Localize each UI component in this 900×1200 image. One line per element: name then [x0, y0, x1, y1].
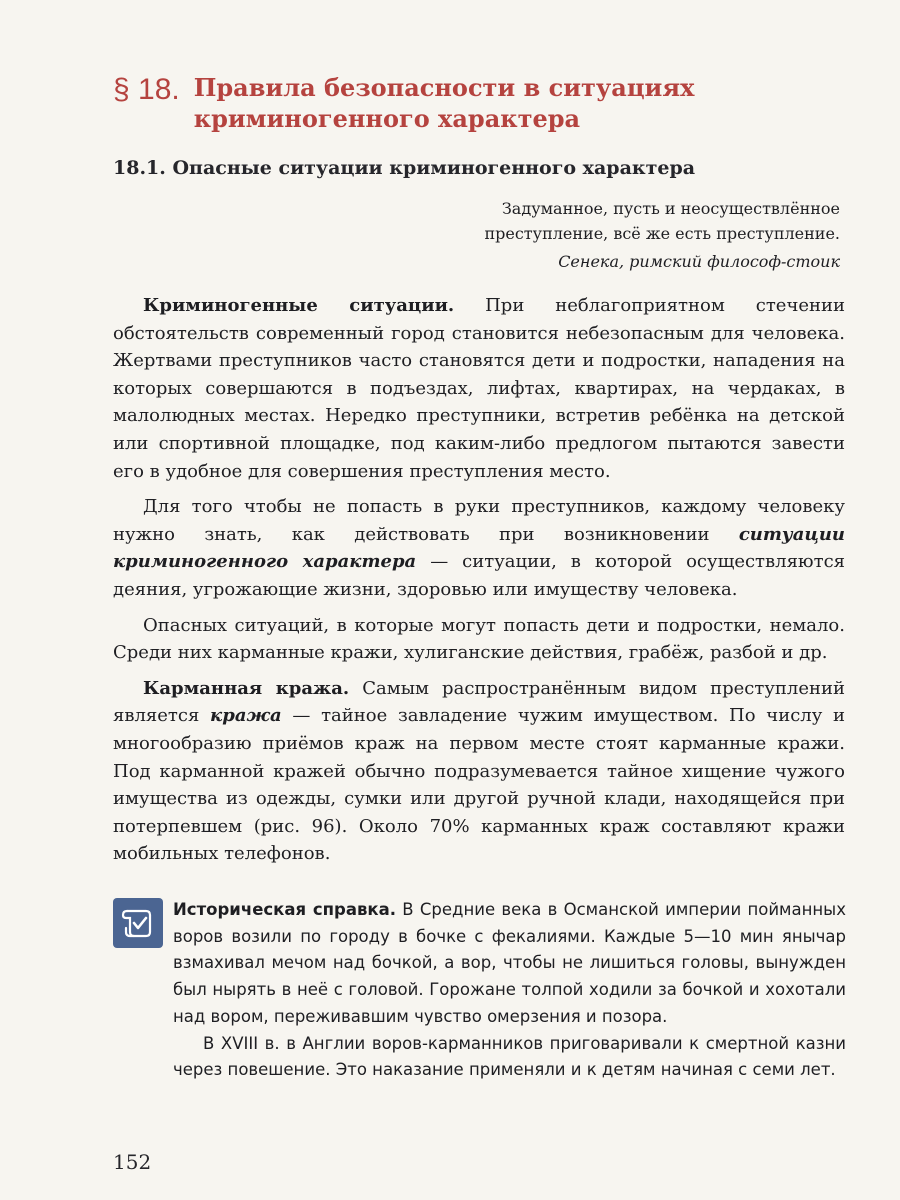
history-text: В Средние века в Османской империи пойманных воров возили по городу в бочке с фекалиями. Каждые 5—10 мин янычар взмахивал мечом над бочкой, а вор, чтобы не лишиться головы, вынужден был нырять в неё с головой. Горожане толпой ходили за бочкой и хохотали над вором, переживавшим чувство омерзения и позора. — [173, 900, 846, 1026]
term: Карманная кража. — [143, 677, 350, 699]
history-term: Историческая справка. — [173, 900, 397, 919]
paragraph — [113, 493, 845, 603]
paragraph — [113, 675, 845, 868]
term: ситуации криминогенного характера — [113, 523, 845, 573]
paragraph-text: Опасных ситуаций, в которые могут попасть дети и подростки, немало. Среди них карманные кражи, хулиганские действия, грабёж, разбой и др. — [113, 614, 845, 664]
history-paragraph — [173, 897, 846, 1031]
term: кража — [210, 705, 282, 727]
paragraph-text: — тайное завладение чужим имуществом. По числу и многообразию приёмов краж на первом месте стоят карманные кражи. Под карманной кражей обычно подразумевается тайное хищение чужого имущества из одежды, сумки или другой ручной клади, находящейся при потерпевшем (рис. 96). Около 70% карманных краж составляют кражи мобильных телефонов. — [113, 705, 845, 865]
historical-note — [173, 897, 846, 1084]
scroll-icon — [113, 898, 163, 948]
chapter-number: § 18. — [113, 73, 180, 106]
main-text — [113, 292, 845, 868]
chapter-heading — [113, 72, 833, 134]
history-paragraph: В XVIII в. в Англии воров-карманников приговаривали к смертной казни через повешение. Это наказание применяли и к детям начиная с семи лет. — [173, 1033, 846, 1080]
paragraph — [113, 292, 845, 485]
chapter-title: Правила безопасности в ситуациях криминогенного характера — [193, 73, 695, 133]
paragraph-text: При неблагоприятном стечении обстоятельств современный город становится небезопасным для человека. Жертвами преступников часто становятся дети и подростки, нападения на которых совершаются в подъездах, лифтах, квартирах, на чердаках, в малолюдных местах. Нередко преступники, встретив ребёнка на детской или спортивной площадке, под каким-либо предлогом пытаются завести его в удобное для совершения преступления место. — [113, 295, 845, 482]
paragraph-text: Самым распространённым видом преступлений является — [113, 677, 845, 727]
page-number: 152 — [113, 1150, 152, 1174]
epigraph-author: Сенека, римский философ-стоик — [558, 252, 840, 271]
term: Криминогенные ситуации. — [143, 295, 455, 316]
section-title: 18.1. Опасные ситуации криминогенного характера — [113, 157, 696, 179]
paragraph-text: — ситуации, в которой осуществляются деяния, угрожающие жизни, здоровью или имуществу человека. — [113, 551, 845, 600]
epigraph-quote: Задуманное, пусть и неосуществлённое преступление, всё же есть преступление. — [484, 199, 840, 243]
paragraph-text: Для того чтобы не попасть в руки преступников, каждому человеку нужно знать, как действовать при возникновении — [113, 496, 845, 545]
paragraph — [113, 612, 845, 667]
